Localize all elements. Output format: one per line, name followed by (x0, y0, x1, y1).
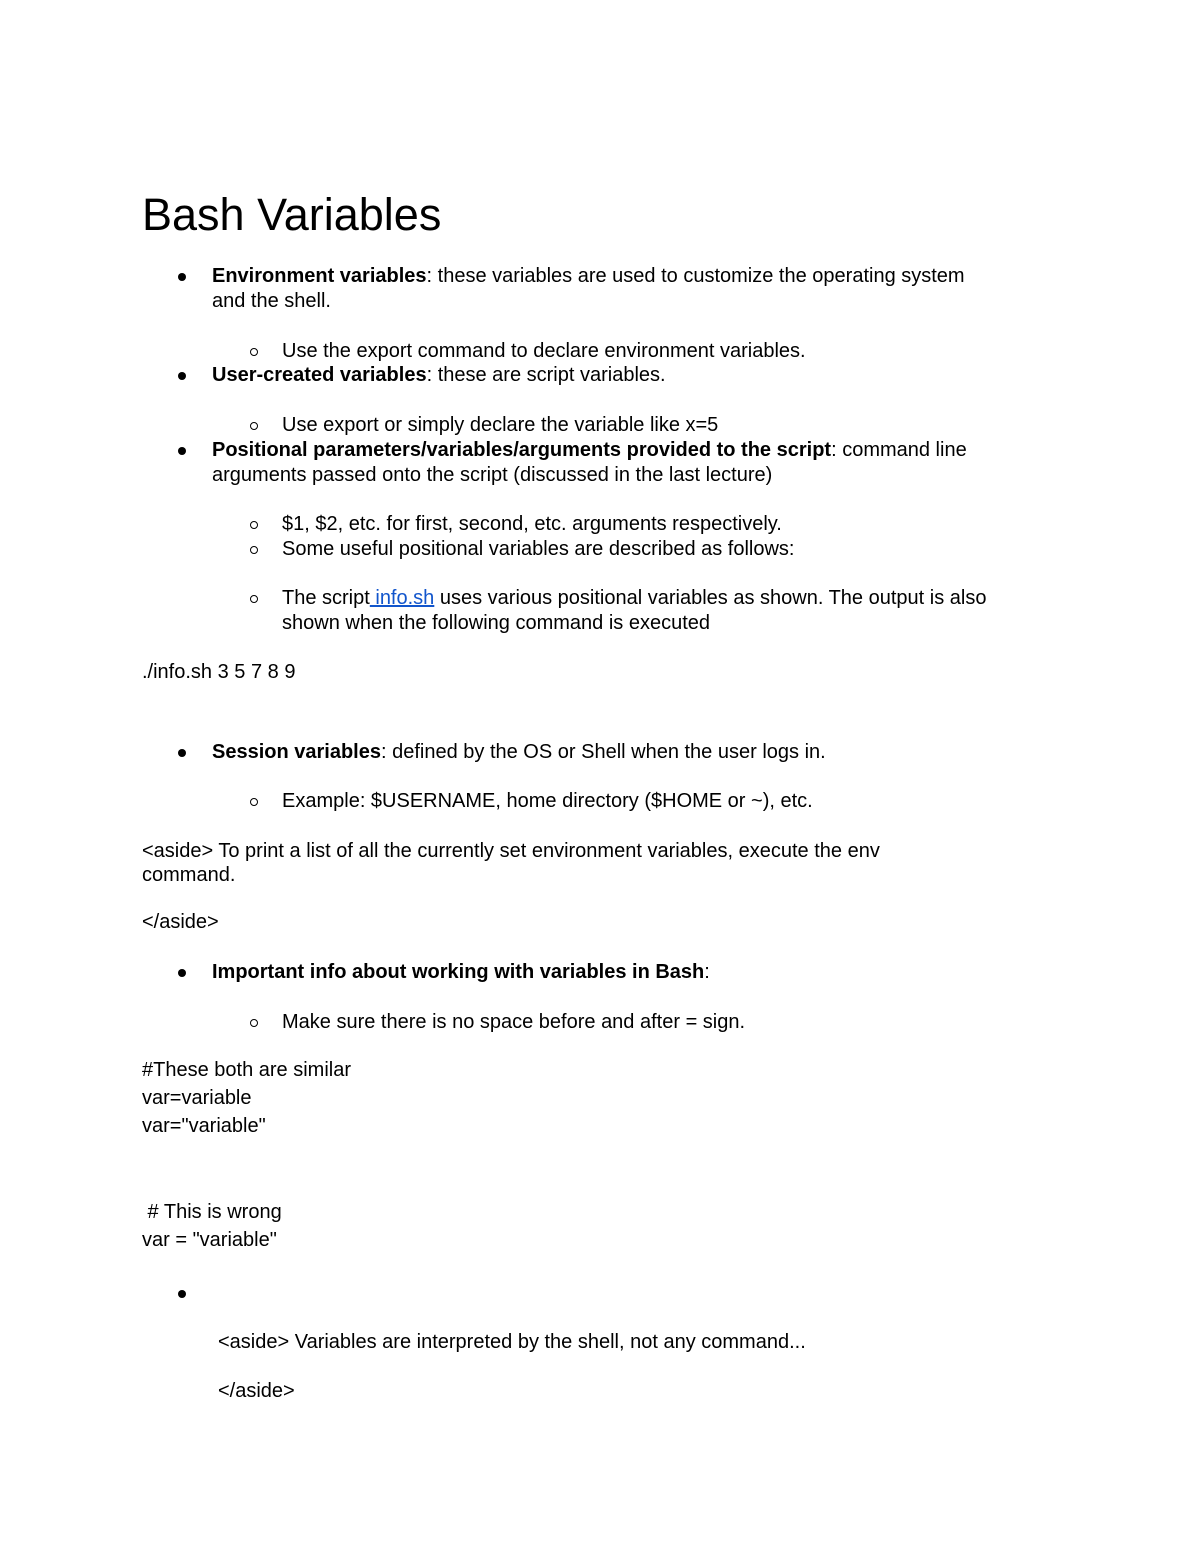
session-text: : defined by the OS or Shell when the user logs in. (380, 741, 826, 763)
code-line: var="variable" (142, 1115, 266, 1137)
sub-bullet-icon (250, 348, 258, 356)
bullet-icon (178, 273, 186, 281)
env-variables-item (212, 264, 965, 289)
user-sub-item: Use export or simply declare the variable like x=5 (282, 414, 719, 436)
aside-shell-line1: <aside> Variables are interpreted by the shell, not any command... (218, 1331, 806, 1353)
sub-bullet-icon (250, 798, 258, 806)
bullet-icon (178, 1290, 186, 1298)
important-sub-item: Make sure there is no space before and after = sign. (282, 1011, 746, 1033)
aside-env-close: </aside> (142, 911, 219, 933)
env-sub-item: Use the export command to declare environment variables. (282, 340, 806, 362)
positional-text-line2: arguments passed onto the script (discussed in the last lecture) (212, 464, 773, 486)
code-line: var=variable (142, 1087, 252, 1109)
code-line: var = "variable" (142, 1229, 277, 1251)
env-term: Environment variables (212, 265, 427, 287)
positional-item (212, 438, 967, 463)
env-text: : these variables are used to customize the operating system (426, 265, 965, 287)
sub3-text-before: The script (282, 587, 370, 609)
session-variables-item (212, 740, 826, 765)
user-term: User-created variables (212, 364, 427, 386)
positional-sub-item-3-line2: shown when the following command is executed (282, 612, 711, 634)
aside-shell-close: </aside> (218, 1380, 295, 1402)
bullet-icon (178, 372, 186, 380)
info-sh-link[interactable]: info.sh (369, 587, 435, 609)
positional-sub-item-3 (282, 586, 986, 611)
positional-term: Positional parameters/variables/arguments provided to the script (212, 439, 832, 461)
positional-sub-item-2: Some useful positional variables are described as follows: (282, 538, 795, 560)
code-comment-similar: #These both are similar (142, 1059, 351, 1081)
sub-bullet-icon (250, 546, 258, 554)
command-line: ./info.sh 3 5 7 8 9 (142, 661, 296, 683)
sub-bullet-icon (250, 595, 258, 603)
bullet-icon (178, 749, 186, 757)
sub-bullet-icon (250, 422, 258, 430)
aside-env-line2: command. (142, 864, 236, 886)
important-term: Important info about working with variables in Bash (212, 961, 705, 983)
page-title: Bash Variables (142, 189, 442, 240)
session-sub-item: Example: $USERNAME, home directory ($HOME or ~), etc. (282, 790, 813, 812)
bullet-icon (178, 447, 186, 455)
sub-bullet-icon (250, 521, 258, 529)
sub3-text-after: uses various positional variables as shown. The output is also (434, 587, 987, 609)
code-comment-wrong: # This is wrong (142, 1201, 282, 1223)
session-term: Session variables (212, 741, 381, 763)
positional-text: : command line (831, 439, 967, 461)
user-text: : these are script variables. (426, 364, 666, 386)
sub-bullet-icon (250, 1019, 258, 1027)
important-text: : (704, 961, 710, 983)
positional-sub-item-1: $1, $2, etc. for first, second, etc. arguments respectively. (282, 513, 782, 535)
user-variables-item (212, 363, 666, 388)
bullet-icon (178, 969, 186, 977)
aside-env-line1: <aside> To print a list of all the currently set environment variables, execute the env (142, 840, 880, 862)
important-info-item (212, 960, 710, 985)
env-text-line2: and the shell. (212, 290, 331, 312)
